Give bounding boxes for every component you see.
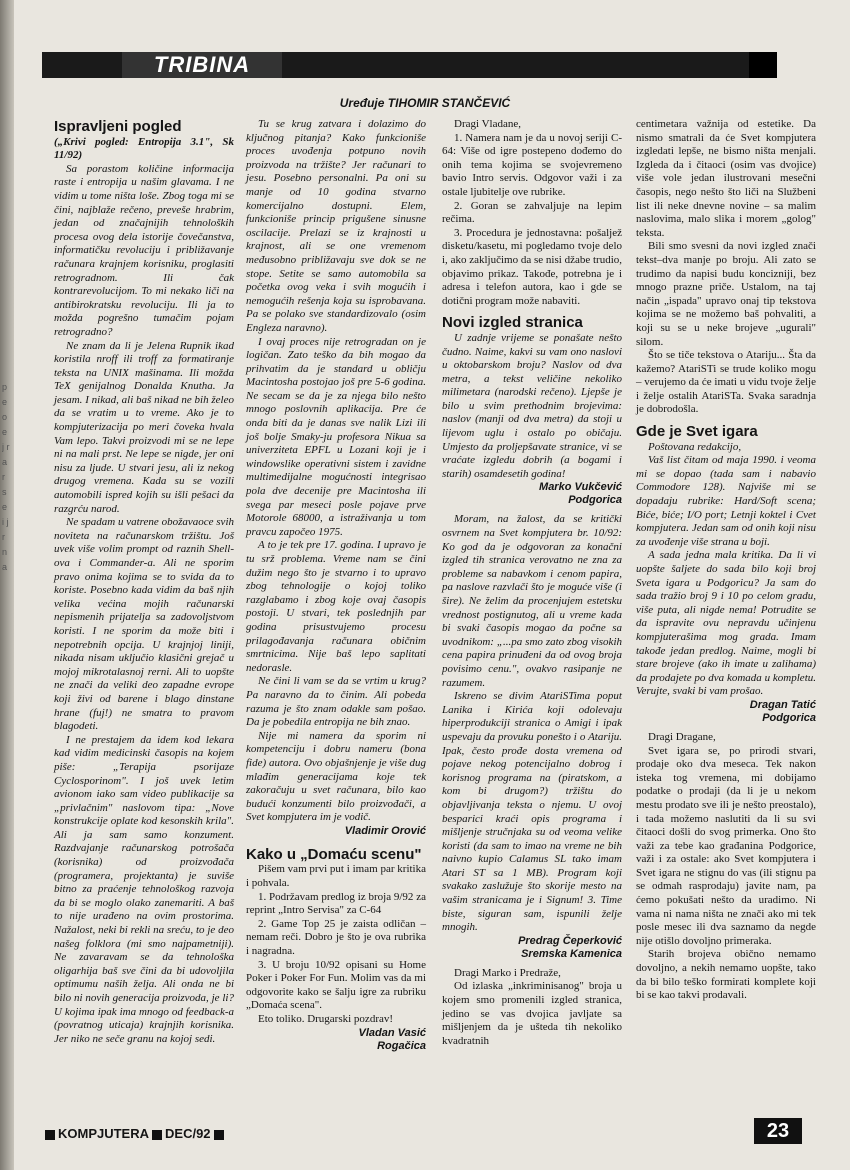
magazine-footer-brand (42, 1126, 227, 1141)
paragraph: 1. Podržavam predlog iz broja 9/92 za reprint „Intro Servisa" za C-64 (246, 890, 426, 917)
signature-place: Sremska Kamenica (521, 947, 622, 960)
column-4 (636, 118, 816, 1003)
article-subtitle: („Krivi pogled: Entropija 3.1", Sk 11/92) (54, 135, 234, 162)
paragraph: Vaš list čitam od maja 1990. i veoma mi se dopao (tada sam i nabavio Commodore 128). Najviše mi se dopadaju rubrike: Hard/Soft scena; Biće, biće; I/O port; Letnji koktel i Cvet kompjutera. Jedan sam od onih koji nisu za uvođenje više strana u boji. (636, 454, 816, 548)
article-title: Kako u „Domaću scenu" (246, 845, 422, 863)
paragraph: Bili smo svesni da novi izgled znači tekst–dva manje po broju. Ali zato se trudimo da napisi budu koncizniji, bez mnogo prazne priče. Ustalom, na taj način „ispada" upravo onaj tip tekstova kojima se ne možemo baš pohvaliti, a koji su se u neke brojeve „ugurali" silom. (636, 240, 816, 348)
paragraph: Ne čini li vam se da se vrtim u krug? Pa naravno da to činim. Ali pobeda razuma je što znam odakle sam pošao. Da je pobedila entropija ne bih znao. (246, 675, 426, 729)
paragraph: Ne znam da li je Jelena Rupnik ikad koristila nroff ili troff za formatiranje teksta na UNIX mašinama. Ili možda TeX genijalnog Donalda Knutha. Ja jesam. I nikad, ali baš nikad ne bih želeo da se vratim u to vreme. Ako je to kompjuterizacija po meri čoveka hvala Vam lepo. Takvi proizvodi mi se ne lepe ni na mali prst. Ne lepe se nigde, jer oni nisu za ljude. U stvari jesu, ali iz nekog drugog vremena. Kada su se vozili automobili ispred kojih su išli pešaci da razgrću narod. (54, 339, 234, 515)
paragraph: Pišem vam prvi put i imam par kritika i pohvala. (246, 863, 426, 890)
paragraph: Dragi Dragane, (648, 730, 716, 743)
article-title: Ispravljeni pogled (54, 118, 182, 135)
signature-place: Podgorica (762, 711, 816, 724)
page-footer (42, 1118, 802, 1148)
paragraph: A sada jedna mala kritika. Da li vi uopšte šaljete do sada bilo koji broj Sveta igara u Podgoricu? Ja sam do sada tražio broj 9 i 10 po celom gradu, više puta, ali nigde nema! Potrudite se da ispravite ovu nepravdu učinjenu kompjuterašima mog grada. Imam takođe jedan predlog. Naime, mogli bi stare brojeve (ako ih imate u zalihama) da prodajete po dva komada u kompletu. Verujte, svaki bi vam prošao. (636, 549, 816, 698)
square-bullet-icon (214, 1130, 224, 1140)
magazine-name: KOMPJUTERA (58, 1126, 150, 1141)
paragraph: A to je tek pre 17. godina. I upravo je tu srž problema. Vreme nam se čini dužim nego što je stvarno i to upravo zbog tehnologije o kojoj toliko razglabamo i zbog koje ovaj časopis postoji. U stvari, tek poslednjih par godina prisustvujemo procesu prilagođavanja računara običnim smrtnicima. Nije baš lepo saplitati nedorasle. (246, 539, 426, 674)
paragraph: Nije mi namera da sporim ni kompetenciju i dobru nameru (bona fide) autora. Ovo objašnjenje je više dug mlađim generacijama koje tek zakoračuju u svet računara, bilo kao budući konzumenti bilo proizvođači, a Svet kompjutera im je vodič. (246, 729, 426, 824)
paragraph: I ne prestajem da idem kod lekara kad vidim medicinski časopis na kojem piše: „Terapija psorijaze Cyclosporinom". I još uvek letim avionom iako sam video publikacije sa „privlačnim" naslovom tipa: „Nove konstrukcije oplate kod kesonskih krila". Ali ja sam samo konzument. Razdvajanje računarskog potrošača (korisnika) od proizvođača (programera, projektanta) je suviše bitno za praćenje tehnološkog razvoja da bi se moglo olako zanemariti. A baš to nije urađeno na ovim prostorima. Nažalost, neki bi rekli na sreću, to je deo našeg folklora (mi smo najpametniji). Ne zavaravam se da tehnološka oligarhija baš sve čini da bi udovoljila optimumu naših želja. Ali onda ne bi bilo ni novih generacija proizvoda, je li? U kojima ipak ima mnogo od feedback-a (povratnog uticaja) krajnjih korisnika. Jer niko ne seče granu na kojoj sedi. (54, 733, 234, 1045)
paragraph: Dragi Vladane, (454, 118, 521, 130)
paragraph: Sa porastom količine informacija raste i entropija u našim glavama. I ne vidim u tome ništa loše. Zbog toga mi se čini, najblaže rečeno, preveše hrabrim, jedan od značajnijih tehnoloških procesa ovog dela istorije čovečanstva, informatičku revoluciju i približavanje računara krajnjem korisniku, proglasiti retrogradnom. Ili čak kontrarevolucijom. To mi nekako liči na antibirokratsku revoluciju. Ili ja to možda pogrešno tumačim pojam retrogradno? (54, 162, 234, 338)
signature-place: Podgorica (568, 494, 622, 507)
paragraph: Ne spadam u vatrene obožavaoce svih noviteta na računarskom tržištu. Još uvek više volim prompt od raznih Shell-ova i Commander-a. Ali ne sporim pravo onima kojima se to svida da to koriste. Posebno kada vidim da baš njih velika većina mojih računarski nepismenih prijatelja sa zadovoljstvom koristi. I ne sporim da može biti i nepotrebnih opcija. U krajnjoj liniji, nikada nisam uključio klasični grejač u mojoj mikrotalasnoj rerni. Ali to uopšte ne znači da veliki deo zapadne evrope koji živi od barene i blago dinstane hrane (fuj!) ne smatra to pravom blagodeti. (54, 516, 234, 733)
signature-name: Marko Vukčević (539, 481, 622, 494)
paragraph: 3. Procedura je jednostavna: pošaljež disketu/kasetu, mi pogledamo tvoje delo i, ako zaključimo da se nisi džabe trudio, objavimo prikaz. Takođe, potrebna je i adresa i telefon autora, kao i gde se dotični program može nabaviti. (442, 226, 622, 307)
paragraph: Svet igara se, po prirodi stvari, prodaje oko dva meseca. Tek nakon isteka tog vremena, mi dobijamo podatke o prodaji (da li je u nekom mestu prodato sve ili je nešto preostalo), i tada možemo naslutiti da li su svi čitaoci došli do svog primerka. Ono što važi za tebe kao građanina Podgorice, važi i za ostale: ako Svet kompjutera i Svet igara ne stignu do vas (ili stignu pa se odmah rasprodaju) javite nam, pa ćemo pokušati nešto da uradimo. Ni vama ni nama ništa ne znači ako mi tek posle mesec ili dva saznamo da negde nije otišlo dovoljno primeraka. (636, 744, 816, 947)
paragraph: centimetara važnija od estetike. Da nismo smatrali da će Svet kompjutera izgledati lepše, ne bismo ništa menjali. Izgleda da i čitaoci (osim vas dvojice) više vole jedan ilustrovani mesečni časopis, nego nešto što liči na Službeni list ili neke dnevne novine – sa malim naslovima, malo slika i morem „golog" teksta. (636, 118, 816, 239)
paragraph: 3. U broju 10/92 opisani su Home Poker i Poker For Fun. Molim vas da mi odgovorite kako se šalju igre za rubriku „Domaća scena". (246, 958, 426, 1012)
column-3 (442, 118, 622, 1048)
paragraph: 1. Namera nam je da u novoj seriji C-64: Više od igre postepeno dođemo do onih tema kojima se svojevremeno bavio Intro servis. Odgovor važi i za ostale ljubitelje ove rubrike. (442, 131, 622, 198)
editor-credit: Uređuje TIHOMIR STANČEVIĆ (339, 96, 511, 110)
adjacent-page-margin-text: p e o e j r a r s e i j r n a (2, 382, 10, 572)
signature-name: Vladan Vasić (358, 1026, 426, 1039)
column-2 (246, 118, 426, 1053)
paragraph: Eto toliko. Drugarski pozdrav! (258, 1013, 394, 1025)
signature: Vladimir Orović (344, 824, 426, 837)
paragraph: I ovaj proces nije retrogradan on je logičan. Zato teško da bih mogao da prihvatim da je standard u obličju Macintosha postojao još pre 5-6 godina. Ne secam se da je za njega bilo nešto mnogo poslovnih aplikacija. Pre će onda biti da je danas sve nalik Lizi ili još bolje Smaky-ju profesora Nikua sa univerziteta EPFL u Lozani koji je i windowslike operativni sistem i zavidne multimedijalne mogućnosti integrisao pola dve decenije pre Macintosha ili svega par meseci posle pojave prve Motorole 68000, a istraživanja u tom pravcu započeo 1975. (246, 335, 426, 538)
paragraph: Iskreno se divim AtariSTima poput Lanika i Kirića koji odolevaju hiperprodukciji stranica o Amigi i ipak uspevaju da provuku ponešto i o Atariju. Ipak, često prođe dosta vremena od pojave nekog potencijalno dobrog i korisnog programa na (piratskom, a kom bi drugom?) tržištu do objavljivanja teksta o njemu. U ovoj besparici kraći opis programa i mišljenje stručnjaka su od veoma velike koristi (da sam to imao na vreme ne bih naivno kupio Calamus SL tako imam Atari ST sa 1 MB). Program koji svakako zaslužuje što skorije mesto na vašim stranicama je i Signum! 3. Time biste, siguran sam, ispunili želje mnogih. (442, 690, 622, 934)
page-binding-shadow (0, 0, 14, 1170)
square-bullet-icon (152, 1130, 162, 1140)
paragraph: U zadnje vrijeme se ponašate nešto čudno. Naime, kakvi su vam ono naslovi u oktobarskom broju? Naslov od dva metra, a tekst veličine nekoliko milimetara (narodski rečeno). Ljepše je bilo u svim prethodnim brojevima: naslov (manji od dva metra) da stoji u lijevom uglu i ostalo po običaju. Umjesto da proljepšavate stranice, vi se vraćate izgledu dobrih (a bogami i starih) osamdesetih godina! (442, 331, 622, 480)
square-bullet-icon (45, 1130, 55, 1140)
paragraph: Dragi Marko i Predraže, (454, 966, 561, 979)
page-number: 23 (754, 1118, 802, 1144)
paragraph: Moram, na žalost, da se kritički osvrnem na Svet kompjutera br. 10/92: Ko god da je odgovoran za konačni izgled tih stranica verovatno ne zna za probleme sa nabavkom i cenom papira, pa naslove razvlači što je moguće više (i šire). Ne želim da procenjujem estetsku vrednost postignutog, ali u vreme kada bi svaki časopis mogao da počne sa uvodnikom: „...pa smo zato zbog visokih cena papira prinuđeni da od ovog broja povisimo cenu.", ovakvo rasipanje ne razumem. (442, 513, 622, 689)
section-header-bar (42, 52, 777, 78)
header-end-block (749, 52, 777, 78)
paragraph: Poštovana redakcijo, (648, 440, 742, 453)
paragraph: 2. Goran se zahvaljuje na lepim rečima. (442, 199, 622, 226)
signature-name: Predrag Čeperković (518, 934, 622, 947)
column-1 (54, 118, 234, 1046)
paragraph: Starih brojeva obično nemamo dovoljno, a nekih nemamo uopšte, tako da bi bilo teško formirati komplete koji bi se kao takvi prodavali. (636, 948, 816, 1002)
paragraph: Tu se krug zatvara i dolazimo do ključnog pitanja? Kako funkcioniše proces uvođenja potpuno novih proizvoda na tržište? Jer računari to jesu. Posebno personalni. Pa oni su manje od 10 godina stvarno komercijalno dostupni. Elem, funkcioniše princip prigušene sinusne oscilacije. Prelazi se iz krajnosti u krajnost, ali se one vremenom međusobno približavaju sve dok se ne stope. Setite se samo automobila sa početka ovog veka i svih mogućih i nemogućih rešenja koja su isprobavana. Pa se polako sve standardizovalo (osim Engleza naravno). (246, 118, 426, 334)
paragraph: 2. Game Top 25 je zaista odličan – nemam reči. Dobro je što je ova rubrika i nagradna. (246, 917, 426, 958)
section-title: TRIBINA (122, 52, 282, 78)
article-title: Novi izgled stranica (442, 314, 583, 332)
signature-name: Dragan Tatić (749, 698, 816, 711)
article-title: Gde je Svet igara (636, 423, 758, 441)
issue-date: DEC/92 (165, 1126, 211, 1141)
signature-place: Rogačica (377, 1039, 426, 1052)
paragraph: Što se tiče tekstova o Atariju... Šta da kažemo? AtariSTi se trude koliko mogu – verujemo da će imati u vidu tvoje želje i želje ostalih AtariSTa. Svaka saradnja je dobrodošla. (636, 349, 816, 416)
paragraph: Od izlaska „inkriminisanog" broja u kojem smo promenili izgled stranica, jedino se vas dvojica javljate sa mišljenjem da je ušteda tih nekoliko kvadratnih (442, 980, 622, 1047)
